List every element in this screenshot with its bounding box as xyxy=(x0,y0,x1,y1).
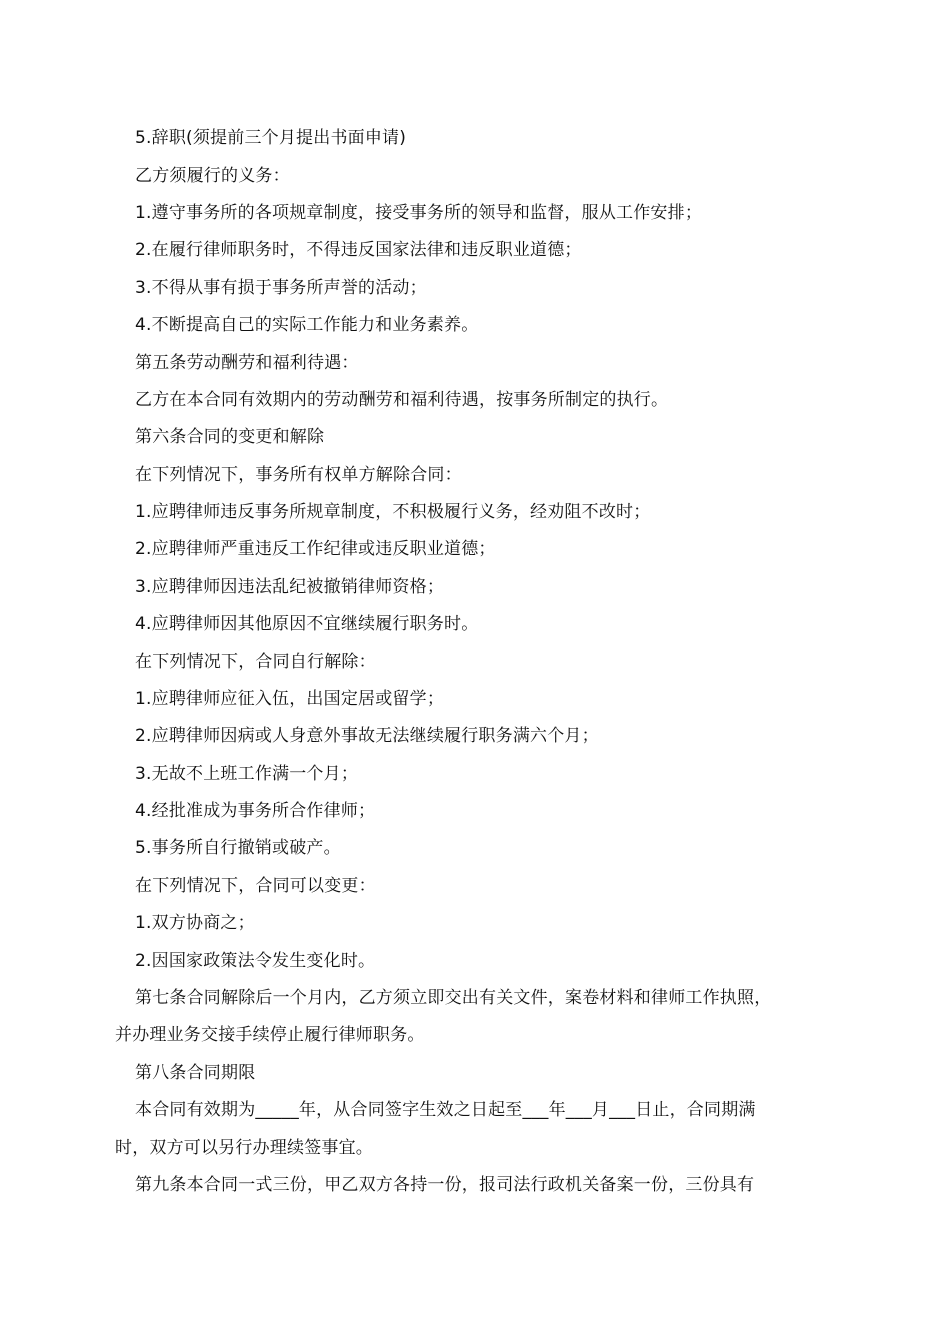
text-line: 1.应聘律师违反事务所规章制度，不积极履行义务，经劝阻不改时； xyxy=(135,502,651,522)
text-line: 在下列情况下，合同可以变更： xyxy=(135,876,376,896)
text-line: 时，双方可以另行办理续签事宜。 xyxy=(115,1138,373,1158)
text-line: 乙方在本合同有效期内的劳动酬劳和福利待遇，按事务所制定的执行。 xyxy=(135,390,669,410)
text-line: 4.应聘律师因其他原因不宜继续履行职务时。 xyxy=(135,614,479,634)
text-line: 在下列情况下，合同自行解除： xyxy=(135,652,376,672)
text-line: 1.应聘律师应征入伍，出国定居或留学； xyxy=(135,689,445,709)
text-line: 在下列情况下，事务所有权单方解除合同： xyxy=(135,465,462,485)
text-line: 2.应聘律师因病或人身意外事故无法继续履行职务满六个月； xyxy=(135,726,599,746)
text-line: 2.在履行律师职务时，不得违反国家法律和违反职业道德； xyxy=(135,240,582,260)
section-heading: 第九条本合同一式三份，甲乙双方各持一份，报司法行政机关备案一份，三份具有 xyxy=(135,1175,755,1195)
text-line: 5.辞职(须提前三个月提出书面申请) xyxy=(135,128,407,148)
section-heading: 第七条合同解除后一个月内，乙方须立即交出有关文件，案卷材料和律师工作执照， xyxy=(135,988,772,1008)
text-line: 并办理业务交接手续停止履行律师职务。 xyxy=(115,1025,425,1045)
section-heading: 第八条合同期限 xyxy=(135,1063,256,1083)
text-line: 1.遵守事务所的各项规章制度，接受事务所的领导和监督，服从工作安排； xyxy=(135,203,703,223)
text-line: 2.应聘律师严重违反工作纪律或违反职业道德； xyxy=(135,539,496,559)
text-line: 2.因国家政策法令发生变化时。 xyxy=(135,951,376,971)
text-line: 本合同有效期为_____年，从合同签字生效之日起至___年___月___日止，合同期满 xyxy=(135,1100,756,1120)
text-line: 3.应聘律师因违法乱纪被撤销律师资格； xyxy=(135,577,445,597)
text-line: 3.无故不上班工作满一个月； xyxy=(135,764,359,784)
text-line: 5.事务所自行撤销或破产。 xyxy=(135,838,341,858)
section-heading: 第五条劳动酬劳和福利待遇： xyxy=(135,353,359,373)
text-line: 4.经批准成为事务所合作律师； xyxy=(135,801,376,821)
text-line: 4.不断提高自己的实际工作能力和业务素养。 xyxy=(135,315,479,335)
text-line: 3.不得从事有损于事务所声誉的活动； xyxy=(135,278,427,298)
section-heading: 第六条合同的变更和解除 xyxy=(135,427,325,447)
text-line: 乙方须履行的义务： xyxy=(135,166,290,186)
text-line: 1.双方协商之； xyxy=(135,913,255,933)
